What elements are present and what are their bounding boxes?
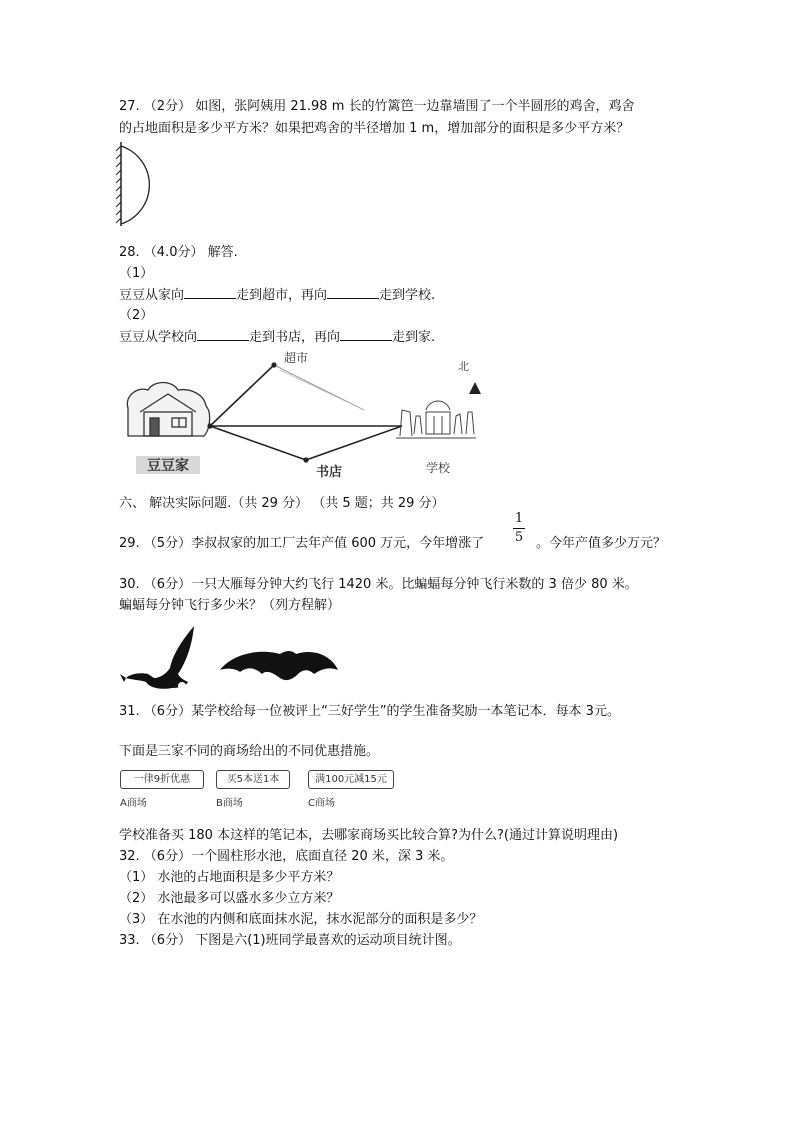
route-map-figure (120, 350, 490, 482)
offer-c-box: 满100元减15元 (308, 770, 394, 789)
q29-text-a: 29. （5分）李叔叔家的加工厂去年产值 600 万元，今年增涨了 (119, 536, 485, 551)
q28-s1-part-b: 走到超市，再向 (236, 288, 328, 303)
q31-line1: 31. （6分）某学校给每一位被评上“三好学生”的学生准备奖励一本笔记本．每本 3元。 (119, 704, 620, 719)
offer-c (308, 770, 394, 809)
q29-text-b: 。今年产值多少万元？ (536, 536, 667, 551)
offer-a-store: A商场 (120, 798, 147, 809)
semicircle-coop-figure (112, 138, 172, 230)
offer-a (120, 770, 204, 809)
school-icon (396, 401, 476, 438)
q28-sentence1 (119, 286, 435, 305)
q27-line2: 的占地面积是多少平方米？如果把鸡舍的半径增加 1 m，增加部分的面积是多少平方米？ (119, 121, 630, 136)
q28-s2-part-a: 豆豆从学校向 (119, 330, 198, 345)
offers-figure (120, 770, 400, 822)
bat-icon (220, 651, 338, 680)
offer-b-store: B商场 (216, 798, 243, 809)
q27-line1: 27. （2分） 如图，张阿姨用 21.98 m 长的竹篱笆一边靠墙围了一个半圆形的鸡舍，鸡舍 (119, 99, 635, 114)
supermarket-label: 超市 (284, 351, 309, 365)
answer-blank[interactable] (184, 286, 236, 299)
q32-item-3: （3） 在水池的内侧和底面抹水泥，抹水泥部分的面积是多少？ (119, 912, 483, 927)
answer-blank[interactable] (327, 286, 379, 299)
offer-b (216, 770, 290, 809)
q33-title: 33. （6分） 下图是六(1)班同学最喜欢的运动项目统计图。 (119, 933, 461, 948)
q30-line2: 蝙蝠每分钟飞行多少米？（列方程解） (119, 598, 341, 613)
fraction-one-fifth (513, 512, 525, 545)
offer-c-store: C商场 (308, 798, 335, 809)
q28-s1-part-a: 豆豆从家向 (119, 288, 185, 303)
q31-line3: 学校准备买 180 本这样的笔记本，去哪家商场买比较合算?为什么?(通过计算说明理由) (119, 828, 619, 843)
q28-s2-part-c: 走到家. (392, 330, 436, 345)
q32-item-1: （1） 水池的占地面积是多少平方米？ (119, 870, 340, 885)
q30-line1: 30. （6分）一只大雁每分钟大约飞行 1420 米。比蝙蝠每分钟飞行米数的 3 倍少 80 米。 (119, 577, 638, 592)
q28-s2-part-b: 走到书店，再向 (249, 330, 341, 345)
q32-title: 32. （6分）一个圆柱形水池，底面直径 20 米，深 3 米。 (119, 849, 454, 864)
section6-title: 六、 解决实际问题.（共 29 分） （共 5 题；共 29 分） (119, 496, 445, 511)
offer-a-box: 一律9折优惠 (120, 770, 204, 789)
house-icon (127, 383, 209, 437)
answer-blank[interactable] (197, 328, 249, 341)
fraction-numerator: 1 (514, 511, 524, 526)
school-label: 学校 (426, 461, 451, 475)
supermarket-point (271, 362, 276, 367)
q28-sub2: （2） (119, 308, 154, 323)
north-arrow-icon (469, 382, 481, 394)
home-label: 豆豆家 (147, 458, 189, 474)
q28-sub1: （1） (119, 266, 154, 281)
goose-and-bat-figure (120, 622, 340, 694)
north-label: 北 (458, 360, 469, 373)
q31-line2: 下面是三家不同的商场给出的不同优惠措施。 (119, 744, 380, 759)
bookstore-label: 书店 (316, 465, 343, 480)
goose-icon (120, 626, 194, 690)
answer-blank[interactable] (340, 328, 392, 341)
q28-sentence2 (119, 328, 435, 347)
home-point (207, 423, 212, 428)
q28-s1-part-c: 走到学校. (379, 288, 436, 303)
route-lines (210, 365, 402, 460)
fraction-denominator: 5 (514, 530, 524, 545)
q32-item-2: （2） 水池最多可以盛水多少立方米？ (119, 891, 340, 906)
bookstore-point (303, 457, 308, 462)
offer-b-box: 买5本送1本 (216, 770, 290, 789)
q28-title: 28. （4.0分） 解答. (119, 245, 238, 260)
q29-text (119, 535, 484, 553)
